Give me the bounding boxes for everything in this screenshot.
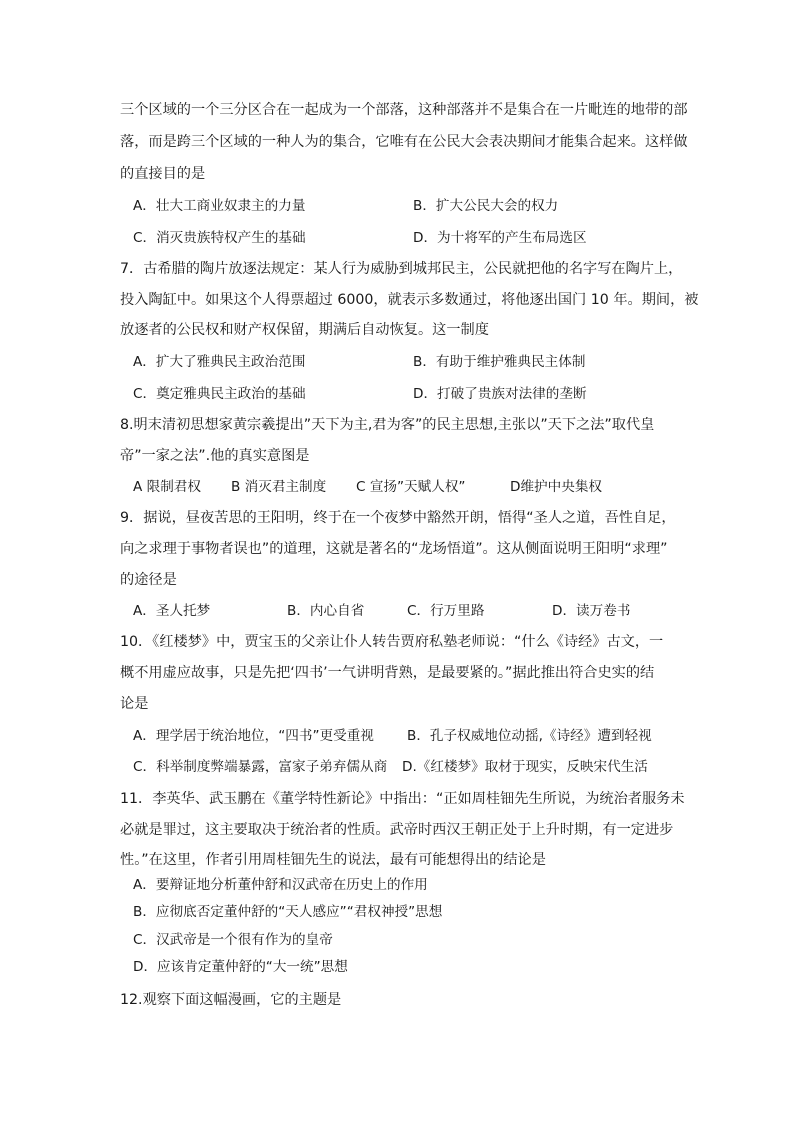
q8-option-d[interactable]: D维护中央集权	[510, 479, 603, 495]
q5-text-line: 的直接目的是	[120, 166, 206, 182]
q7-option-d[interactable]: D．打破了贵族对法律的垄断	[413, 386, 587, 402]
q5-text-line: 落，而是跨三个区域的一种人为的集合，它唯有在公民大会表决期间才能集合起来。这样做	[120, 134, 688, 150]
q11-text-line: 性。”在这里，作者引用周桂钿先生的说法，最有可能想得出的结论是	[120, 852, 546, 868]
q8-option-b[interactable]: B 消灭君主制度	[231, 479, 327, 495]
q9-text-line: 向之求理于事物者误也”的道理，这就是著名的“龙场悟道”。这从侧面说明王阳明“求理”	[120, 541, 668, 557]
q7-option-b[interactable]: B．有助于维护雅典民主体制	[413, 354, 586, 370]
q10-option-a[interactable]: A．理学居于统治地位，“四书”更受重视	[133, 728, 374, 744]
q8-option-a[interactable]: A 限制君权	[133, 479, 201, 495]
q10-option-c[interactable]: C．科举制度弊端暴露，富家子弟弃儒从商	[133, 759, 388, 775]
q7-text-line: 放逐者的公民权和财产权保留，期满后自动恢复。这一制度	[120, 322, 489, 338]
q9-option-d[interactable]: D．读万卷书	[552, 603, 631, 619]
q12-text-line: 12.观察下面这幅漫画，它的主题是	[120, 992, 342, 1008]
q7-option-a[interactable]: A．扩大了雅典民主政治范围	[133, 354, 306, 370]
q5-option-a[interactable]: A．壮大工商业奴隶主的力量	[133, 198, 306, 214]
q11-text-line: 11．李英华、武玉鹏在《董学特性新论》中指出：“正如周桂钿先生所说，为统治者服务未	[120, 791, 685, 807]
q11-text-line: 必就是罪过，这主要取决于统治者的性质。武帝时西汉王朝正处于上升时期，有一定进步	[120, 822, 674, 838]
q11-option-c[interactable]: C．汉武帝是一个很有作为的皇帝	[133, 932, 333, 948]
q7-option-c[interactable]: C．奠定雅典民主政治的基础	[133, 386, 306, 402]
q8-text-line: 8.明末清初思想家黄宗羲提出”天下为主,君为客”的民主思想,主张以”天下之法”取代皇	[120, 417, 655, 433]
q11-option-b[interactable]: B．应彻底否定董仲舒的“天人感应”“君权神授”思想	[133, 904, 443, 920]
q8-option-c[interactable]: C 宣扬”天赋人权”	[356, 479, 466, 495]
q9-option-a[interactable]: A．圣人托梦	[133, 603, 211, 619]
q10-text-line: 论是	[120, 696, 149, 712]
q5-option-d[interactable]: D．为十将军的产生布局选区	[413, 230, 587, 246]
q10-option-d[interactable]: D.《红楼梦》取材于现实，反映宋代生活	[402, 759, 648, 775]
q10-text-line: 10．《红楼梦》中，贾宝玉的父亲让仆人转告贾府私塾老师说：“什么《诗经》古文，一	[120, 634, 664, 650]
q9-text-line: 的途径是	[120, 572, 177, 588]
q7-text-line: 7．古希腊的陶片放逐法规定：某人行为威胁到城邦民主，公民就把他的名字写在陶片上，	[120, 261, 683, 277]
q9-option-b[interactable]: B．内心自省	[287, 603, 365, 619]
q7-text-line: 投入陶缸中。如果这个人得票超过 6000，就表示多数通过，将他逐出国门 10 年。期间，被	[120, 292, 699, 308]
q8-text-line: 帝”一家之法”.他的真实意图是	[120, 448, 310, 464]
q5-option-c[interactable]: C．消灭贵族特权产生的基础	[133, 230, 306, 246]
q10-text-line: 概不用虚应故事，只是先把‘四书’一气讲明背熟，是最要紧的。”据此推出符合史实的结	[120, 665, 655, 681]
q9-text-line: 9．据说，昼夜苦思的王阳明，终于在一个夜梦中豁然开朗，悟得“圣人之道，吾性自足，	[120, 510, 676, 526]
q5-text-line: 三个区域的一个三分区合在一起成为一个部落，这种部落并不是集合在一片毗连的地带的部	[120, 102, 688, 118]
q11-option-d[interactable]: D．应该肯定董仲舒的“大一统”思想	[133, 959, 348, 975]
q11-option-a[interactable]: A．要辩证地分析董仲舒和汉武帝在历史上的作用	[133, 877, 428, 893]
q9-option-c[interactable]: C．行万里路	[407, 603, 485, 619]
q5-option-b[interactable]: B．扩大公民大会的权力	[413, 198, 559, 214]
q10-option-b[interactable]: B．孔子权威地位动摇,《诗经》遭到轻视	[407, 728, 652, 744]
